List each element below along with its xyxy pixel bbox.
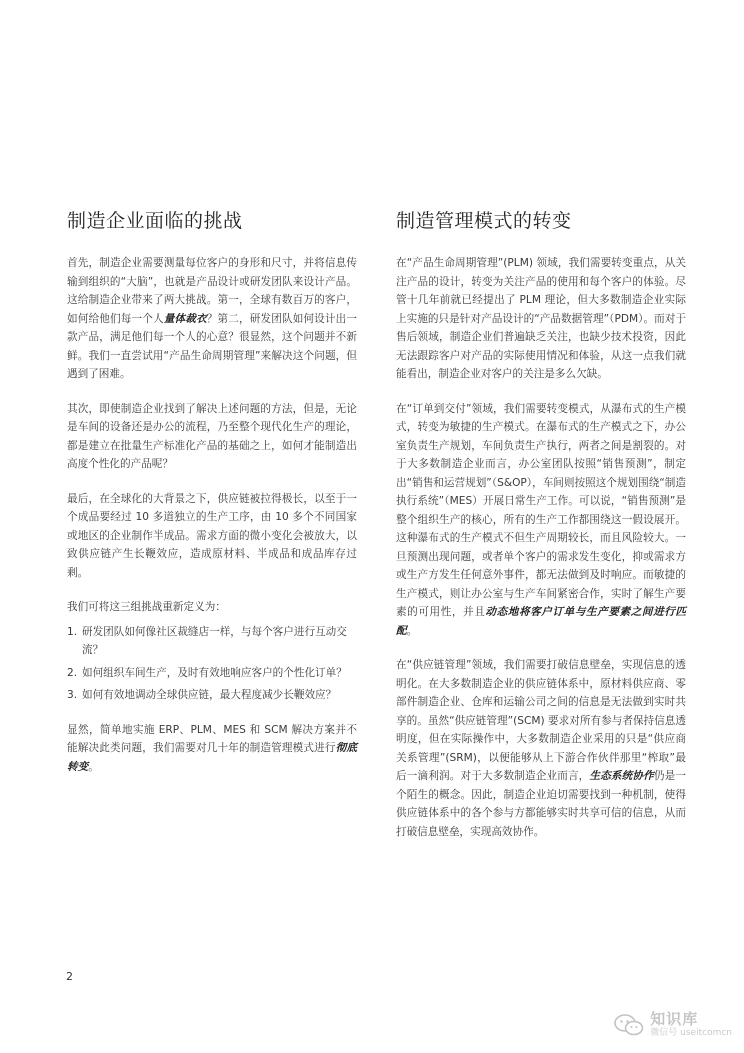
- page-number: 2: [66, 970, 73, 983]
- left-column: [67, 206, 357, 792]
- watermark-title: 知识库: [650, 1010, 699, 1028]
- watermark-subtitle: 微信号 useitcomcn: [650, 1028, 732, 1038]
- right-p2-tail: 。: [406, 624, 418, 637]
- left-paragraph-5: [67, 721, 357, 777]
- wechat-icon: [614, 1014, 644, 1036]
- right-column: [396, 206, 686, 857]
- right-p3-tail: 仍是一个陌生的概念。因此，制造企业迫切需要找到一种机制，使得供应链体系中的各个参与方都能够实时共享可信的信息，从而打破信息壁垒，实现高效协作。: [396, 770, 687, 838]
- left-p1-tail: ？第二，研发团队如何设计出一款产品，满足他们每一个人的心意？很显然，这个问题并不新鲜。我们一直尝试用“产品生命周期管理”来解决这个问题，但遇到了困难。: [67, 312, 358, 380]
- left-p5-tail: 。: [88, 760, 99, 773]
- right-p3-text: 在“供应链管理”领域，我们需要打破信息壁垒，实现信息的透明化。在大多数制造企业的供应链体系中，原材料供应商、零部件制造企业、仓库和运输公司之间的信息是无法做到实时共享的。虽然“供应链管理”(SCM) 要求对所有参与者保持信息透明度，但在实际操作中，大多数制造企业采用的只是“供应商关系管理”(SRM)，以便能够从上下游合作伙伴那里“榨取”最后一滴利润。对于大多数制造企业而言，: [396, 659, 686, 782]
- right-paragraph-3: [396, 656, 686, 841]
- list-item-text: 如何有效地调动全球供应链，最大程度减少长鞭效应？: [82, 689, 337, 701]
- left-p5-emphasis: 彻底转变: [67, 742, 358, 773]
- left-paragraph-3: 最后，在全球化的大背景之下，供应链被拉得极长，以至于一个成品要经过 10 多道独立的生产工序，由 10 多个不同国家或地区的企业制作半成品。需求方面的微小变化会被放大，以致供应链产生长鞭效应，造成原材料、半成品和成品库存过剩。: [67, 492, 357, 579]
- right-heading: 制造管理模式的转变: [396, 210, 572, 232]
- list-item: [67, 623, 357, 660]
- list-item-text: 如何组织车间生产，及时有效地响应客户的个性化订单？: [82, 666, 347, 679]
- left-p1-text: 首先，制造企业需要测量每位客户的身形和尺寸，并将信息传输到组织的“大脑”，也就是产品设计或研发团队来设计产品。这给制造企业带来了两大挑战。第一，全球有数百万的客户，如何给他们每一个人: [67, 257, 357, 325]
- watermark: [614, 1010, 732, 1039]
- watermark-text: [650, 1010, 732, 1039]
- right-paragraph-1: 在“产品生命周期管理”(PLM) 领域，我们需要转变重点，从关注产品的设计，转变为关注产品的使用和每个客户的体验。尽管十几年前就已经提出了 PLM 理论，但大多数制造企业实际上实施的只是针对产品设计的“产品数据管理”（PDM）。而对于售后领域，制造企业们普遍缺乏关注，也缺少技术投资，因此无法跟踪客户对产品的实际使用情况和体验，从这一点我们就能看出，制造企业对客户的关注是多么欠缺。: [396, 257, 686, 380]
- right-p2-text: 在“订单到交付”领域，我们需要转变模式，从瀑布式的生产模式，转变为敏捷的生产模式。在瀑布式的生产模式之下，办公室负责生产规划，车间负责生产执行，两者之间是割裂的。对于大多数制造企业而言，办公室团队按照“销售预测”，制定出“销售和运营规划”（S&OP），车间则按照这个规划围绕“制造执行系统”（MES）开展日常生产工作。可以说，“销售预测”是整个组织生产的核心，所有的生产工作都围绕这一假设展开。这种瀑布式的生产模式不但生产周期较长，而且风险较大。一旦预测出现问题，或者单个客户的需求发生变化，抑或需求方或生产方发生任何意外事件，都无法做到及时响应。而敏捷的生产模式，则让办公室与生产车间紧密合作，实时了解生产要素的可用性，并且: [396, 402, 686, 618]
- list-item: [67, 686, 357, 705]
- left-heading: 制造企业面临的挑战: [67, 210, 243, 232]
- left-paragraph-2: 其次，即使制造企业找到了解决上述问题的方法，但是，无论是车间的设备还是办公的流程，乃至整个现代化生产的理论，都是建立在批量生产标准化产品的基础之上，如何才能制造出高度个性化的产品呢？: [67, 402, 357, 470]
- list-item-number: 3.: [67, 689, 78, 701]
- list-item: [67, 664, 357, 683]
- right-p2-emphasis: 动态地将客户订单与生产要素之间进行匹配: [396, 606, 687, 637]
- left-p1-emphasis: 量体裁衣: [163, 312, 207, 325]
- challenge-list: [67, 623, 357, 705]
- left-p5-text: 显然，简单地实施 ERP、PLM、MES 和 SCM 解决方案并不能解决此类问题，我们需要对几十年的制造管理模式进行: [67, 723, 357, 754]
- right-p3-emphasis: 生态系统协作: [589, 770, 654, 782]
- left-paragraph-4: 我们可将这三组挑战重新定义为：: [67, 601, 226, 613]
- list-item-number: 2.: [67, 666, 78, 679]
- right-paragraph-2: [396, 400, 686, 641]
- left-paragraph-1: [67, 254, 357, 384]
- list-item-text: 研发团队如何像社区裁缝店一样，与每个客户进行互动交流？: [82, 625, 347, 656]
- list-item-number: 1.: [67, 625, 78, 638]
